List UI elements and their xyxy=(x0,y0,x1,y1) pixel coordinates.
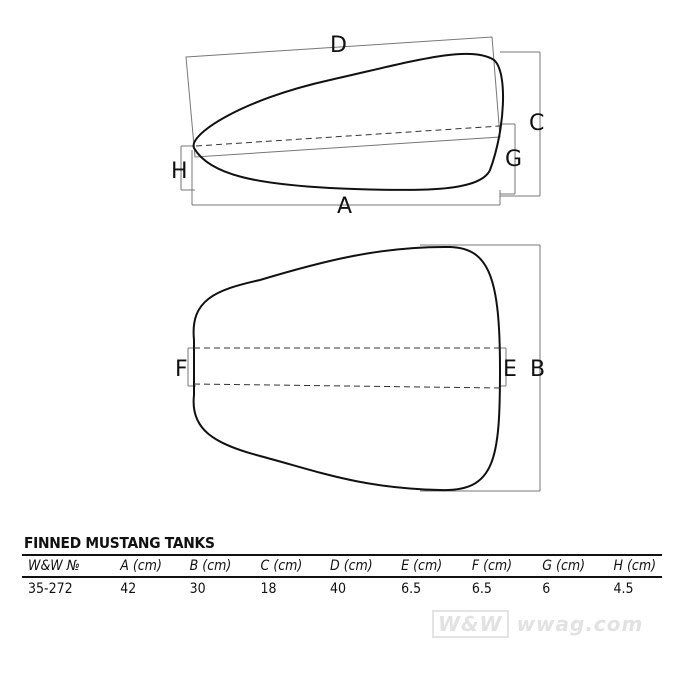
header-g: G (cm) xyxy=(536,555,607,577)
label-b: B xyxy=(530,357,546,382)
header-e: E (cm) xyxy=(395,555,466,577)
cell-e: 6.5 xyxy=(401,581,422,597)
cell-part-number: 35-272 xyxy=(28,581,73,597)
label-d: D xyxy=(330,33,347,58)
cell-f: 6.5 xyxy=(471,581,492,597)
table-row xyxy=(22,577,662,599)
header-c: C (cm) xyxy=(255,555,324,577)
top-tank-outline xyxy=(194,247,500,490)
table-title: FINNED MUSTANG TANKS xyxy=(24,534,215,552)
dimension-table xyxy=(22,554,662,599)
cell-g: 6 xyxy=(542,581,551,597)
label-c: C xyxy=(529,111,545,136)
watermark-logo: W&W xyxy=(432,610,509,638)
label-f: F xyxy=(175,357,188,382)
cell-b: 30 xyxy=(189,581,206,597)
cell-h: 4.5 xyxy=(613,581,634,597)
label-g: G xyxy=(505,147,523,172)
watermark-site: wwag.com xyxy=(516,612,644,636)
header-b: B (cm) xyxy=(184,555,255,577)
label-h: H xyxy=(171,159,188,184)
spec-table xyxy=(22,534,672,599)
cell-a: 42 xyxy=(120,581,137,597)
header-d: D (cm) xyxy=(324,555,395,577)
table-header-row xyxy=(22,555,662,577)
label-a: A xyxy=(337,194,353,219)
side-tank-outline xyxy=(194,54,504,190)
cell-c: 18 xyxy=(260,581,277,597)
label-e: E xyxy=(503,357,517,382)
watermark xyxy=(432,610,643,638)
header-part-number: W&W № xyxy=(22,555,114,577)
header-h: H (cm) xyxy=(608,555,663,577)
top-view xyxy=(175,245,545,491)
header-a: A (cm) xyxy=(114,555,183,577)
side-view xyxy=(171,33,544,219)
cell-d: 40 xyxy=(330,581,347,597)
header-f: F (cm) xyxy=(466,555,536,577)
